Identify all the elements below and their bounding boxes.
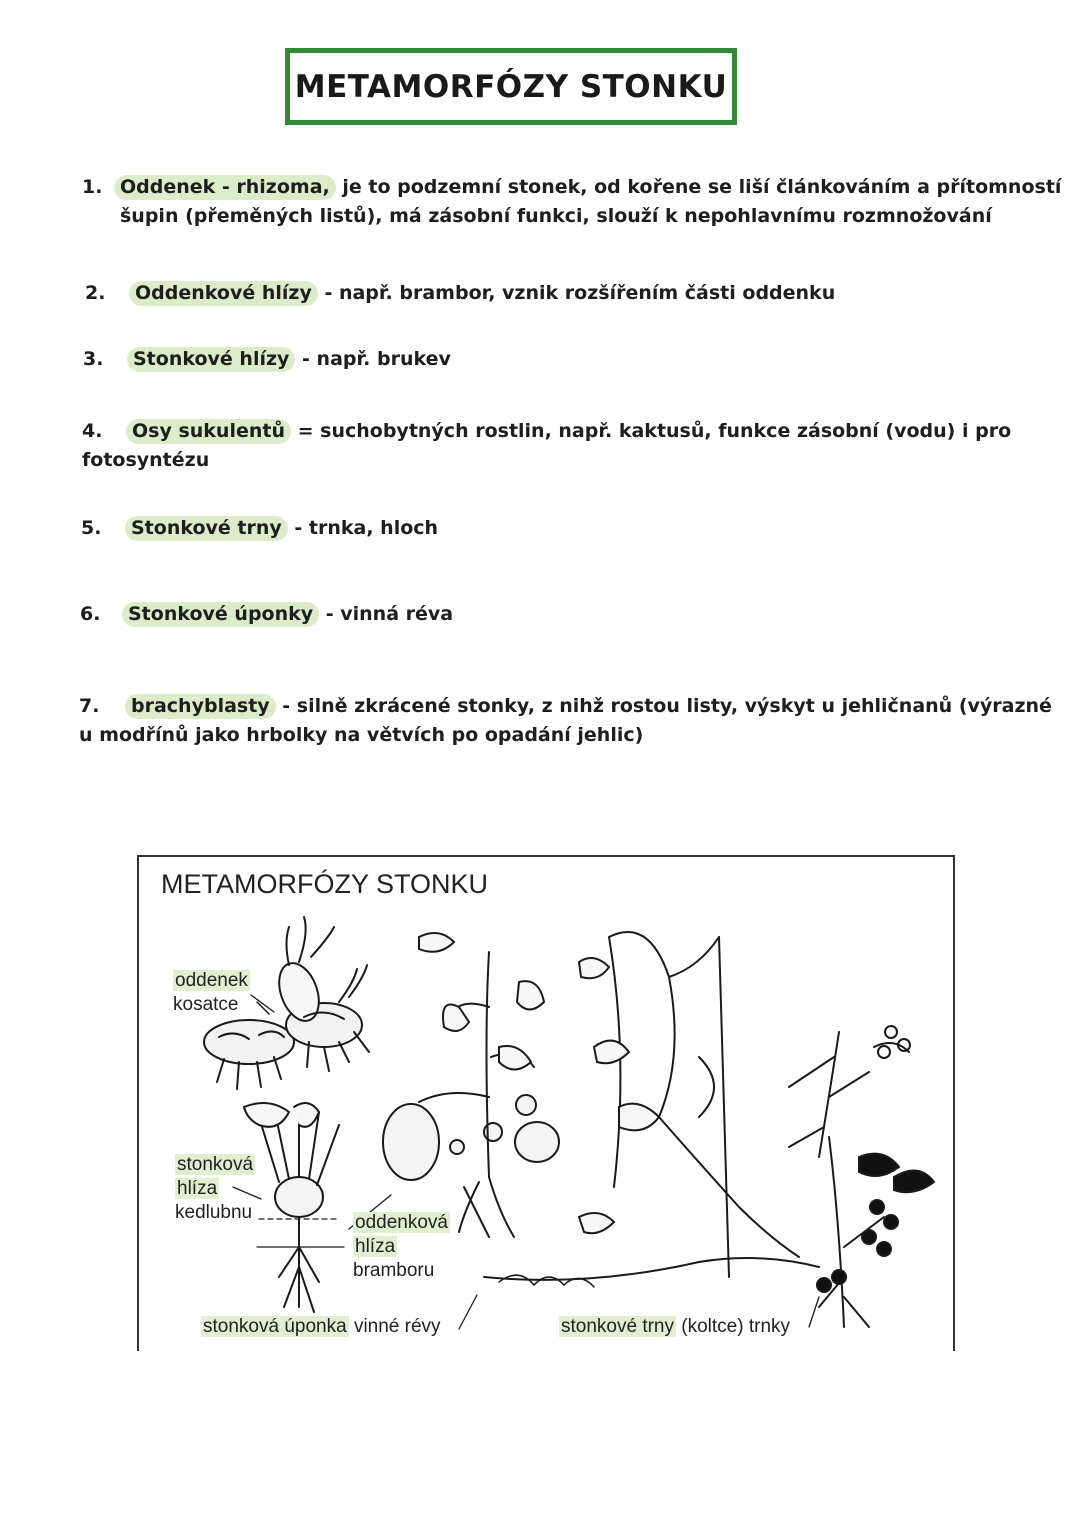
list-item-2 <box>85 279 835 308</box>
label-oddenek: oddenek <box>175 970 248 991</box>
item-text: je to podzemní stonek, od kořene se liší článkováním a přítomností <box>335 176 1062 198</box>
item-term: Stonkové trny <box>125 516 288 541</box>
item-text-cont: šupin (přeměných listů), má zásobní funkci, slouží k nepohlavnímu rozmnožování <box>120 205 992 227</box>
label-hliza-2: hlíza <box>355 1236 396 1257</box>
label-oddenek-kosatce <box>173 969 250 1017</box>
kohlrabi-drawing <box>244 1103 344 1312</box>
item-text: - např. brukev <box>295 348 451 370</box>
plant-drawings <box>139 857 953 1351</box>
item-number: 4. <box>82 420 103 442</box>
label-oddenkova-hliza <box>353 1211 450 1283</box>
item-number: 6. <box>80 603 101 625</box>
label-kedlubnu: kedlubnu <box>175 1202 253 1223</box>
item-number: 1. <box>82 176 103 198</box>
item-term: Oddenek - rhizoma, <box>114 175 336 200</box>
label-trny-term: stonkové trny <box>561 1316 674 1337</box>
list-item-5 <box>81 514 438 543</box>
label-uponka-rest: vinné révy <box>348 1316 441 1337</box>
item-number: 2. <box>85 282 106 304</box>
item-term: Stonkové hlízy <box>127 347 295 372</box>
label-oddenkova: oddenková <box>355 1212 448 1233</box>
label-stonkova: stonková <box>177 1154 254 1175</box>
blackthorn-drawing <box>789 1026 934 1327</box>
label-kosatce: kosatce <box>173 994 239 1015</box>
item-text: = suchobytných rostlin, např. kaktusů, funkce zásobní (vodu) i pro <box>291 420 1012 442</box>
list-item-6 <box>80 600 453 629</box>
label-bramboru: bramboru <box>353 1260 435 1281</box>
potato-plant-drawing <box>383 933 559 1237</box>
label-hliza: hlíza <box>177 1178 218 1199</box>
page-title: METAMORFÓZY STONKU <box>294 68 728 105</box>
item-text: - silně zkrácené stonky, z nihž rostou listy, výskyt u jehličnanů (výrazné <box>275 695 1052 717</box>
item-number: 7. <box>79 695 100 717</box>
item-term: Stonkové úponky <box>122 602 319 627</box>
list-item-4 <box>82 417 1011 475</box>
metamorphosis-figure <box>137 855 955 1351</box>
item-term: Oddenkové hlízy <box>129 281 318 306</box>
item-text: - vinná réva <box>319 603 454 625</box>
label-stonkova-hliza <box>175 1153 255 1225</box>
item-text: - např. brambor, vznik rozšířením části oddenku <box>317 282 836 304</box>
list-item-3 <box>83 345 451 374</box>
item-term: Osy sukulentů <box>126 419 291 444</box>
item-number: 5. <box>81 517 102 539</box>
item-text-cont: u modřínů jako hrbolky na větvích po opadání jehlic) <box>79 724 644 746</box>
list-item-1 <box>82 173 1061 231</box>
item-term: brachyblasty <box>125 694 276 719</box>
item-text-cont: fotosyntézu <box>82 449 210 471</box>
figure-title: METAMORFÓZY STONKU <box>161 869 489 899</box>
title-box <box>285 48 737 125</box>
list-item-7 <box>79 692 1052 750</box>
label-trny-rest: (koltce) trnky <box>676 1316 791 1337</box>
item-number: 3. <box>83 348 104 370</box>
label-stonkova-uponka <box>201 1315 441 1339</box>
label-uponka-term: stonková úponka <box>203 1316 347 1337</box>
item-text: - trnka, hloch <box>287 517 439 539</box>
label-stonkove-trny <box>559 1315 790 1339</box>
